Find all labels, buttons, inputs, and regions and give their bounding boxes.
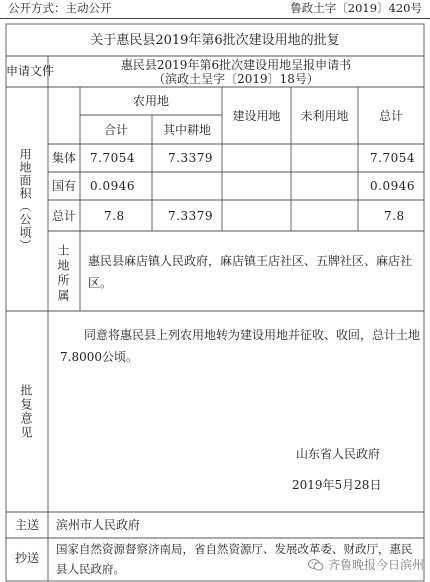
approval-date: 2019年5月28日 xyxy=(292,478,382,492)
cell-collective-cultivated: 7.3379 xyxy=(168,151,213,165)
header-subtotal: 合计 xyxy=(103,123,128,137)
cc-label: 抄送 xyxy=(14,551,39,565)
cell-collective-subtotal: 7.7054 xyxy=(90,151,135,165)
header-total: 总计 xyxy=(378,109,403,123)
land-area-label: 用地面积（公顷） xyxy=(18,148,32,252)
cell-state-total: 0.0946 xyxy=(370,179,415,193)
cell-state-subtotal: 0.0946 xyxy=(90,179,135,193)
row-label-total: 总计 xyxy=(51,209,76,223)
approval-text: 同意将惠民县上列农用地转为建设用地并征收、收回，总计土地7.8000公顷。 xyxy=(60,328,421,364)
cell-total-subtotal: 7.8 xyxy=(104,209,125,223)
main-recipient-value: 滨州市人民政府 xyxy=(56,518,141,532)
cell-total-cultivated: 7.3379 xyxy=(168,209,213,223)
approval-issuer: 山东省人民政府 xyxy=(296,447,381,461)
row-label-collective: 集体 xyxy=(51,151,76,165)
cc-value: 国家自然资源督察济南局，省自然资源厅、发展改革委、财政厅，惠民县人民政府。 xyxy=(56,542,413,576)
document-title: 关于惠民县2019年第6批次建设用地的批复 xyxy=(90,33,340,48)
header-construction: 建设用地 xyxy=(232,109,281,123)
cell-total-total: 7.8 xyxy=(384,209,405,223)
header-farmland: 农用地 xyxy=(132,94,169,108)
disclosure-method: 公开方式：主动公开 xyxy=(8,1,112,15)
application-label: 申请文件 xyxy=(6,64,55,78)
location-label: 土地所属 xyxy=(56,244,70,304)
application-line2: （滨政土呈字〔2019〕18号） xyxy=(153,72,319,86)
application-line1: 惠民县2019年第6批次建设用地呈报申请书 xyxy=(120,58,352,72)
watermark-text: 齐鲁晚报今日滨州 xyxy=(327,558,424,572)
location-text: 惠民县麻店镇人民政府，麻店镇王店社区、五牌社区、麻店社区。 xyxy=(88,254,413,290)
header-cultivated: 其中耕地 xyxy=(162,123,211,137)
main-recipient-label: 主送 xyxy=(14,518,39,532)
approval-label: 批复意见 xyxy=(19,384,33,440)
row-label-state: 国有 xyxy=(51,179,76,193)
wechat-icon xyxy=(308,558,324,572)
watermark xyxy=(308,556,424,573)
cell-collective-total: 7.7054 xyxy=(370,151,415,165)
header-unused: 未利用地 xyxy=(300,109,349,123)
document-number: 鲁政土字〔2019〕420号 xyxy=(290,1,422,15)
